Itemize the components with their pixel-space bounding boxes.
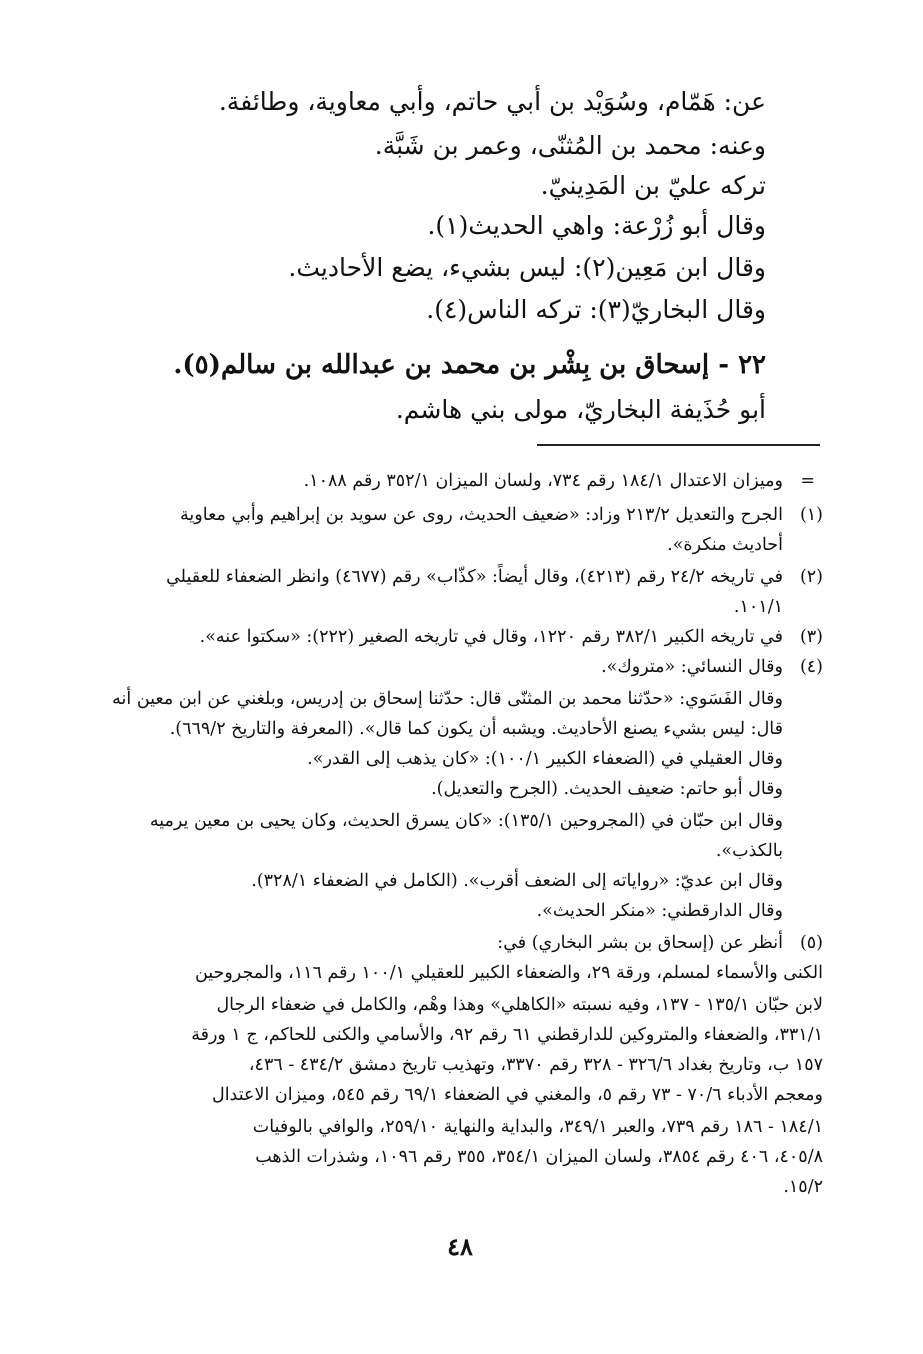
footnote-line: قال: ليس بشيء يصنع الأحاديث. ويشبه أن يكون كما قال». (المعرفة والتاريخ ٦٦٩/٢).	[169, 719, 783, 739]
footnote-marker: (٤)	[799, 657, 823, 677]
entry-title: ٢٢ - إسحاق بن بِشْر بن محمد بن عبدالله بن سالم(٥).	[173, 350, 766, 380]
main-text-line: عن: هَمّام، وسُوَيْد بن أبي حاتم، وأبي معاوية، وطائفة.	[218, 87, 766, 116]
footnote-line: ومعجم الأدباء ٧٠/٦ - ٧٣ رقم ٥، والمغني في الضعفاء ٦٩/١ رقم ٥٤٥، وميزان الاعتدال	[211, 1085, 823, 1105]
main-text-line: وعنه: محمد بن المُثنّى، وعمر بن شَبَّة.	[374, 131, 766, 160]
footnote-line: الجرح والتعديل ٢١٣/٢ وزاد: «ضعيف الحديث، روى عن سويد بن إبراهيم وأبي معاوية	[180, 505, 783, 525]
footnote-marker: (٥)	[799, 933, 823, 953]
footnote-line: ٤٠٥/٨، ٤٠٦ رقم ٣٨٥٤، ولسان الميزان ٣٥٤/١، ٣٥٥ رقم ١٠٩٦، وشذرات الذهب	[255, 1147, 823, 1167]
page-number: ٤٨	[447, 1232, 473, 1261]
footnote-marker: (٢)	[799, 567, 823, 587]
footnote-line: ٣٣١/١، والضعفاء والمتروكين للدارقطني ٦١ رقم ٩٢، والأسامي والكنى للحاكم، ج ١ ورقة	[191, 1025, 823, 1045]
footnote-line: أنظر عن (إسحاق بن بشر البخاري) في:	[497, 933, 783, 953]
footnote-line: ١٥٧ ب، وتاريخ بغداد ٣٢٦/٦ - ٣٢٨ رقم ٣٣٧٠، وتهذيب تاريخ دمشق ٤٣٤/٢ - ٤٣٦،	[248, 1055, 823, 1075]
main-text-line: وقال ابن مَعِين(٢): ليس بشيء، يضع الأحاديث.	[288, 253, 766, 282]
footnote-line: وقال ابن عديّ: «رواياته إلى الضعف أقرب». (الكامل في الضعفاء ٣٢٨/١).	[251, 871, 783, 891]
footnote-separator	[537, 444, 820, 446]
footnote-line: وقال النسائي: «متروك».	[601, 657, 783, 677]
footnote-marker: (١)	[799, 505, 823, 525]
footnote-line: ١٨٤/١ - ١٨٦ رقم ٧٣٩، والعبر ٣٤٩/١، والبداية والنهاية ٢٥٩/١٠، والوافي بالوفيات	[252, 1117, 823, 1137]
footnote-marker: =	[800, 471, 815, 491]
footnote-line: لابن حبّان ١٣٥/١ - ١٣٧، وفيه نسبته «الكاهلي» وهذا وهْم، والكامل في ضعفاء الرجال	[216, 995, 823, 1015]
footnote-line: الكنى والأسماء لمسلم، ورقة ٢٩، والضعفاء الكبير للعقيلي ١٠٠/١ رقم ١١٦، والمجروحين	[194, 963, 823, 983]
main-text-line: وقال البخاريّ(٣): تركه الناس(٤).	[426, 295, 766, 324]
footnote-line: وقال أبو حاتم: ضعيف الحديث. (الجرح والتعديل).	[431, 779, 783, 799]
footnote-line: وقال ابن حبّان في (المجروحين ١٣٥/١): «كان يسرق الحديث، وكان يحيى بن معين يرميه	[149, 811, 783, 831]
footnote-marker: (٣)	[799, 627, 823, 647]
footnote-line: بالكذب».	[715, 841, 783, 861]
footnote-line: ١٥/٢.	[783, 1177, 823, 1197]
entry-subtitle: أبو حُذَيفة البخاريّ، مولى بني هاشم.	[395, 395, 766, 424]
footnote-line: في تاريخه ٢٤/٢ رقم (٤٢١٣)، وقال أيضاً: «كذّاب» رقم (٤٦٧٧) وانظر الضعفاء للعقيلي	[166, 567, 783, 587]
footnote-line: وقال الدارقطني: «منكر الحديث».	[536, 901, 783, 921]
footnote-line: ١٠١/١.	[733, 597, 783, 617]
main-text-line: تركه عليّ بن المَدِينيّ.	[540, 171, 766, 200]
footnote-line: في تاريخه الكبير ٣٨٢/١ رقم ١٢٢٠، وقال في تاريخه الصغير (٢٢٢): «سكتوا عنه».	[199, 627, 783, 647]
footnote-line: وقال العقيلي في (الضعفاء الكبير ١٠٠/١): «كان يذهب إلى القدر».	[307, 749, 783, 769]
footnote-line: أحاديث منكرة».	[667, 535, 783, 555]
footnote-line: وقال الفَسَوي: «حدّثنا محمد بن المثنّى قال: حدّثنا إسحاق بن إدريس، وبلغني عن ابن معين أنه	[112, 689, 783, 709]
main-text-line: وقال أبو زُرْعة: واهي الحديث(١).	[427, 211, 766, 240]
footnote-line: وميزان الاعتدال ١٨٤/١ رقم ٧٣٤، ولسان الميزان ٣٥٢/١ رقم ١٠٨٨.	[303, 471, 783, 491]
